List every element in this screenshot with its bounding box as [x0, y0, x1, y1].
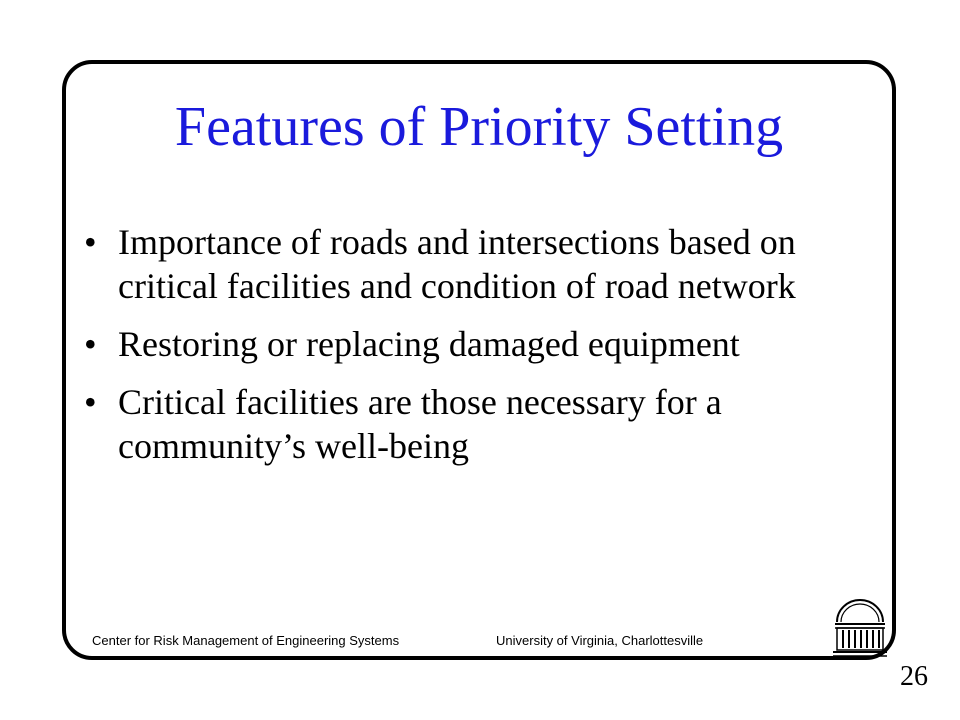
- rotunda-logo-icon: [833, 596, 887, 658]
- bullet-text-2: Restoring or replacing damaged equipment: [118, 324, 740, 364]
- bullet-item-2: [84, 322, 874, 366]
- bullet-dot: •: [84, 324, 97, 364]
- bullet-text-1: Importance of roads and intersections based on critical facilities and condition of road network: [118, 222, 796, 306]
- bullet-item-3: [84, 380, 874, 468]
- slide-title: Features of Priority Setting: [174, 96, 784, 158]
- footer-university: University of Virginia, Charlottesville: [496, 633, 704, 648]
- bullet-dot: •: [84, 222, 97, 262]
- page-number: 26: [900, 661, 928, 692]
- bullet-text-3: Critical facilities are those necessary for a community’s well-being: [118, 382, 722, 466]
- bullet-item-1: [84, 220, 874, 308]
- bullet-list: [84, 220, 874, 482]
- bullet-dot: •: [84, 382, 97, 422]
- footer-organization: Center for Risk Management of Engineering Systems: [92, 633, 400, 648]
